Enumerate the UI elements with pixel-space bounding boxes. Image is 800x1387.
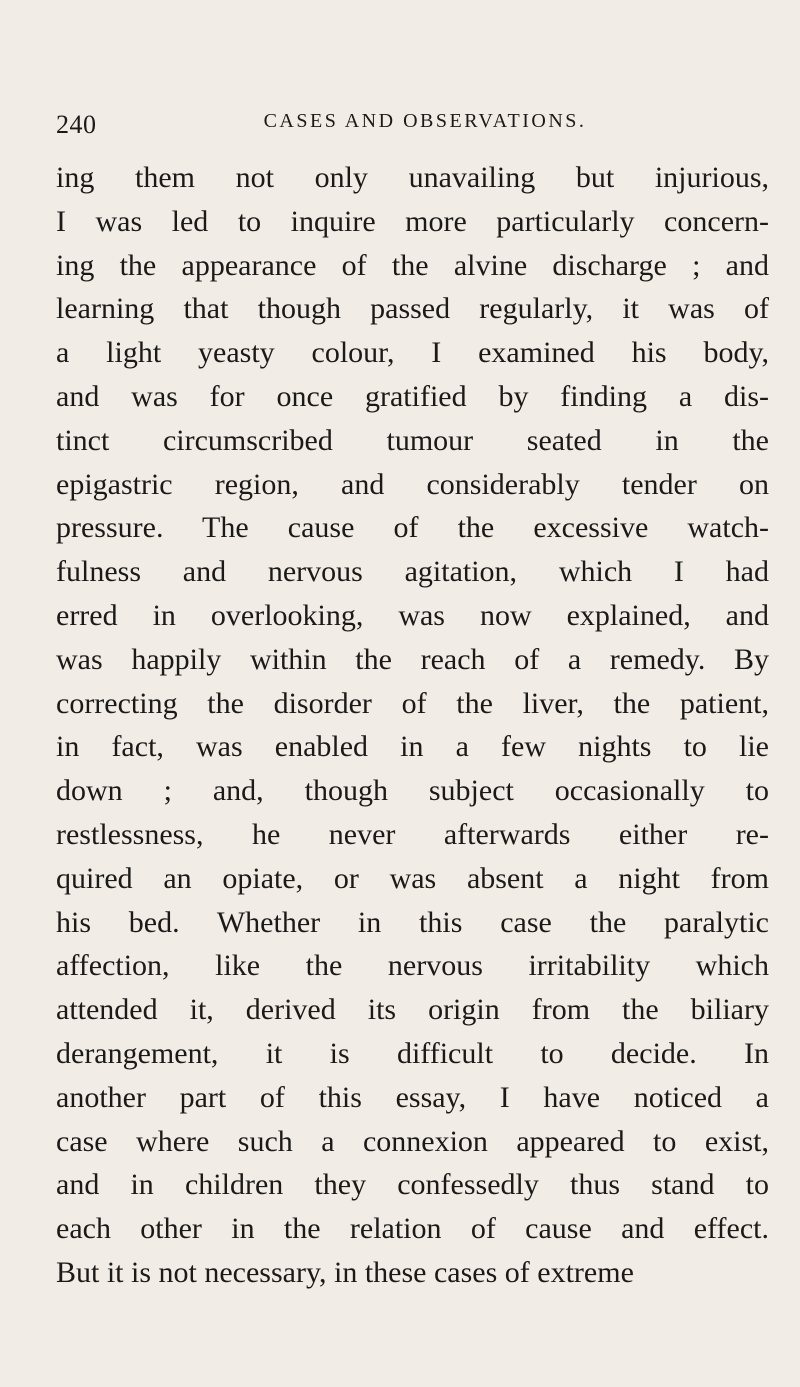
text-line: quired an opiate, or was absent a night from: [56, 861, 769, 895]
text-line: and in children they confessedly thus stand to: [56, 1168, 769, 1202]
text-line: fulness and nervous agitation, which I had: [56, 555, 769, 589]
running-head-title: CASES AND OBSERVATIONS.: [263, 110, 587, 132]
text-line: another part of this essay, I have noticed a: [56, 1080, 769, 1114]
body-text: [56, 156, 769, 1295]
text-line: and was for once gratified by finding a dis-: [56, 379, 769, 413]
text-line: ing them not only unavailing but injurious,: [56, 161, 769, 194]
text-line: derangement, it is difficult to decide. In: [56, 1036, 769, 1070]
text-line: restlessness, he never afterwards either re-: [56, 817, 769, 851]
text-line: in fact, was enabled in a few nights to lie: [56, 730, 769, 764]
text-line: learning that though passed regularly, it was of: [56, 292, 769, 326]
text-line: down ; and, though subject occasionally to: [56, 774, 769, 808]
text-line: erred in overlooking, was now explained, and: [56, 598, 769, 632]
text-line: a light yeasty colour, I examined his body,: [56, 336, 769, 370]
text-line: epigastric region, and considerably tender on: [56, 467, 769, 501]
text-line: his bed. Whether in this case the paralytic: [56, 905, 769, 939]
text-line: I was led to inquire more particularly concern-: [56, 204, 769, 238]
text-line: correcting the disorder of the liver, the patient,: [56, 686, 769, 720]
text-line: was happily within the reach of a remedy. By: [56, 642, 769, 676]
text-line: case where such a connexion appeared to exist,: [56, 1124, 769, 1158]
page-number: 240: [56, 110, 97, 139]
running-head: [0, 110, 800, 144]
text-line: each other in the relation of cause and effect.: [56, 1212, 769, 1246]
text-line: ing the appearance of the alvine discharge ; and: [56, 248, 769, 282]
text-line: attended it, derived its origin from the biliary: [56, 993, 769, 1027]
text-line: pressure. The cause of the excessive watch-: [56, 511, 769, 545]
text-line: But it is not necessary, in these cases of extreme: [56, 1255, 634, 1289]
text-line: tinct circumscribed tumour seated in the: [56, 423, 769, 457]
text-line: affection, like the nervous irritability which: [56, 949, 769, 983]
